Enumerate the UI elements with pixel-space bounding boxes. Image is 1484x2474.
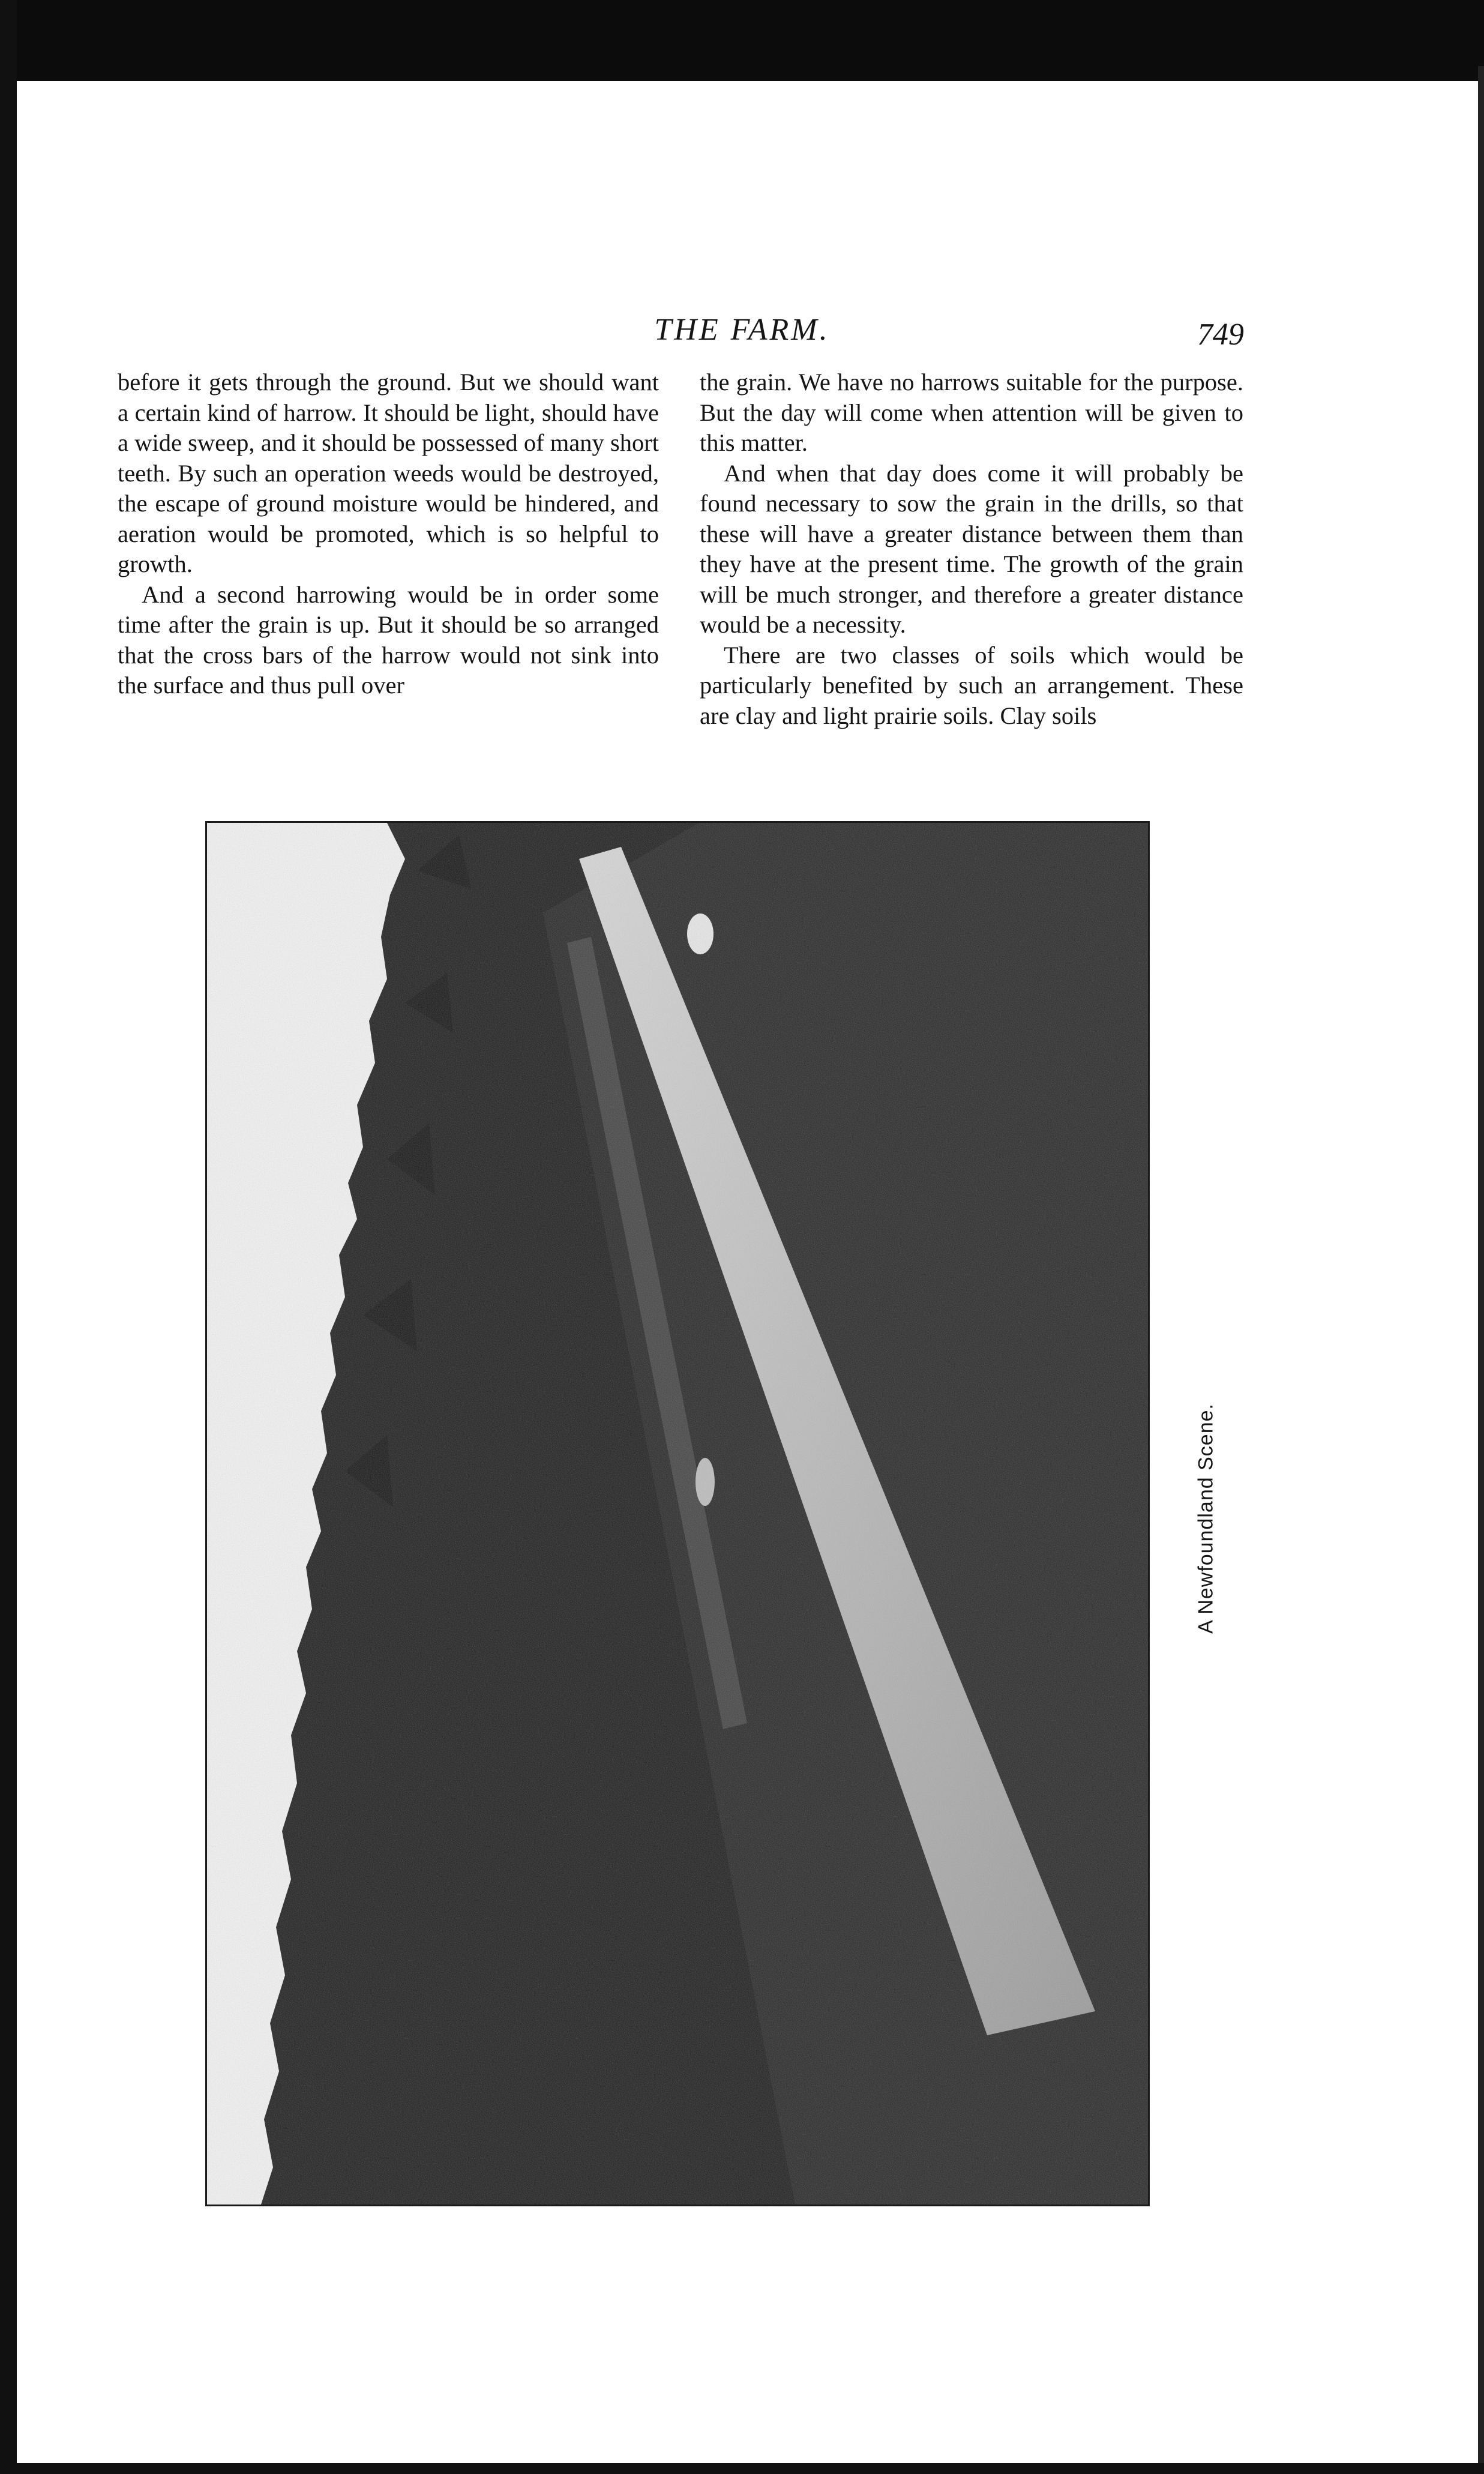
right-text-column bbox=[700, 367, 1243, 731]
running-title: THE FARM. bbox=[654, 313, 830, 347]
right-paragraph-1: the grain. We have no harrows suitable for the purpose. But the day will come when attention will be given to this matter. bbox=[700, 369, 1243, 456]
scan-border-left bbox=[0, 0, 17, 2474]
scan-border-top bbox=[0, 0, 1484, 81]
left-paragraph-1: before it gets through the ground. But we should want a certain kind of harrow. It should be light, should have a wide sweep, and it should be possessed of many short teeth. By such an operation weeds would be destroyed, the escape of ground moisture would be hindered, and aeration would be promoted, which is so helpful to growth. bbox=[118, 369, 659, 577]
page-number: 749 bbox=[1197, 318, 1244, 352]
newfoundland-photograph bbox=[205, 821, 1150, 2206]
photograph-image bbox=[207, 823, 1148, 2205]
figure-caption bbox=[1193, 1374, 1219, 1663]
right-paragraph-3: There are two classes of soils which would be particularly benefited by such an arrangement. These are clay and light prairie soils. Clay soils bbox=[700, 641, 1243, 729]
right-paragraph-2: And when that day does come it will probably be found necessary to sow the grain in the drills, so that these will have a greater distance between them than they have at the present time. The growth of the grain will be much stronger, and therefore a greater distance would be a necessity. bbox=[700, 459, 1243, 638]
scan-border-bottom bbox=[0, 2463, 1484, 2474]
figure-caption-text: A Newfoundland Scene. bbox=[1194, 1403, 1218, 1634]
left-text-column bbox=[118, 367, 659, 701]
left-paragraph-2: And a second harrowing would be in order some time after the grain is up. But it should be so arranged that the cross bars of the harrow would not sink into the surface and thus pull over bbox=[118, 580, 659, 699]
scan-border-right bbox=[1478, 66, 1484, 2474]
